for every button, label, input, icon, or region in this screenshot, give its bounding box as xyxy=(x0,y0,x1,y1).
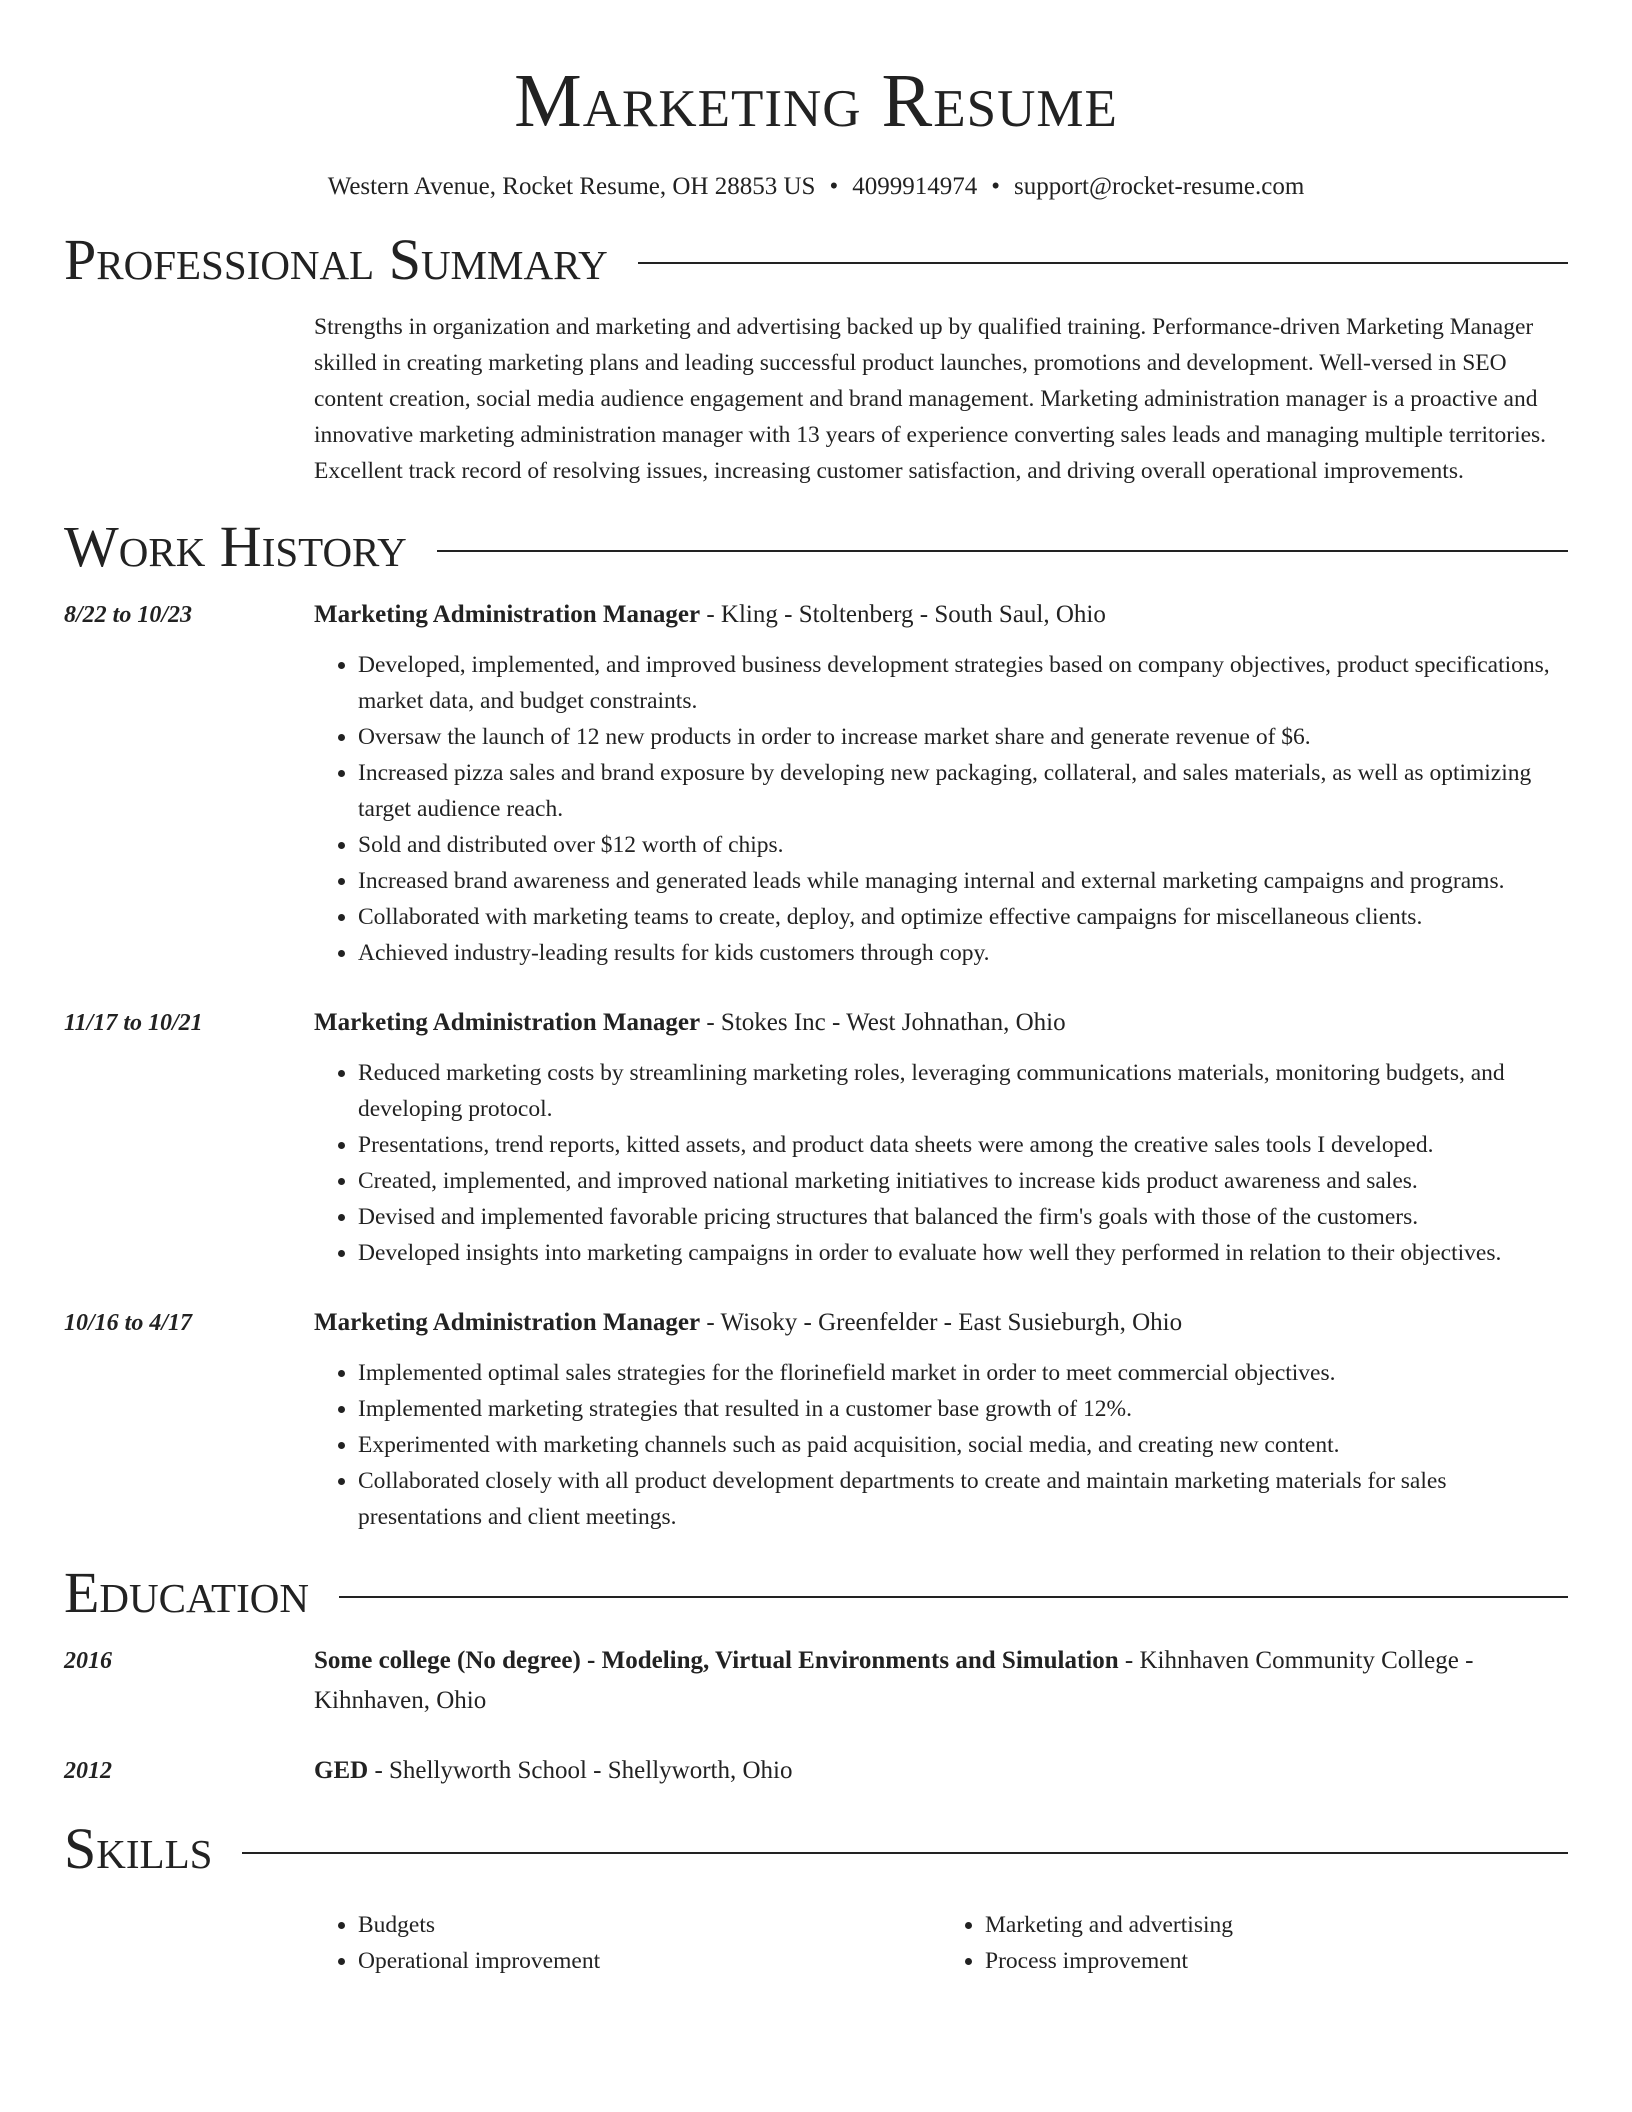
section-divider xyxy=(638,262,1568,264)
job-details: - Wisoky - Greenfelder - East Susieburgh, Ohio xyxy=(700,1309,1183,1337)
summary-text: Strengths in organization and marketing and advertising backed up by qualified training. Performance-driven Marketing Manager skilled in creating marketing plans and leading successful product launches, promotions and development. Well-versed in SEO content creation, social media audience engagement and brand management. Marketing administration manager is a proactive and innovative marketing administration manager with 13 years of experience converting sales leads and managing multiple territories. Excellent track record of resolving issues, increasing customer satisfaction, and driving overall operational improvements. xyxy=(314,314,1547,485)
job-entry xyxy=(64,1003,1568,1271)
job-entry xyxy=(64,1303,1568,1535)
list-item: • Oversaw the launch of 12 new products in order to increase market share and generate revenue of $6. xyxy=(358,719,1568,755)
education-line xyxy=(314,1751,1568,1791)
list-item: • Presentations, trend reports, kitted assets, and product data sheets were among the creative sales tools I developed. xyxy=(358,1127,1568,1163)
job-dates: 11/17 to 10/21 xyxy=(64,1010,203,1037)
section-heading xyxy=(64,515,1568,579)
contact-line xyxy=(0,172,1632,202)
resume-name: Marketing Resume xyxy=(514,59,1118,143)
list-item: • Experimented with marketing channels such as paid acquisition, social media, and creating new content. xyxy=(358,1427,1568,1463)
education-details: - Kihnhaven Community College - Kihnhaven, Ohio xyxy=(314,1646,1474,1714)
education-body xyxy=(314,1641,1568,1721)
skills-list-right xyxy=(941,1907,1568,1979)
list-item: • Sold and distributed over $12 worth of chips. xyxy=(358,827,1568,863)
education-entry xyxy=(64,1751,1568,1791)
contact-address: Western Avenue, Rocket Resume, OH 28853 US xyxy=(327,172,816,200)
job-title-line xyxy=(314,1003,1568,1043)
section-divider xyxy=(339,1596,1568,1598)
skill-item: • Budgets xyxy=(358,1907,941,1943)
job-dates: 8/22 to 10/23 xyxy=(64,602,193,629)
contact-phone: 4099914974 xyxy=(852,172,978,200)
education-line xyxy=(314,1641,1568,1721)
job-entry xyxy=(64,595,1568,971)
skill-item: • Process improvement xyxy=(985,1943,1568,1979)
skills-section xyxy=(0,1817,1632,1979)
job-body xyxy=(314,1303,1568,1535)
list-item: • Developed insights into marketing campaigns in order to evaluate how well they performed in relation to their objectives. xyxy=(358,1235,1568,1271)
list-item: • Implemented optimal sales strategies for the florinefield market in order to meet commercial objectives. xyxy=(358,1355,1568,1391)
education-year: 2012 xyxy=(64,1757,112,1784)
section-heading xyxy=(64,228,1568,292)
list-item: • Increased pizza sales and brand exposure by developing new packaging, collateral, and sales materials, as well as optimizing target audience reach. xyxy=(358,755,1568,827)
contact-email: support@rocket-resume.com xyxy=(1013,172,1305,200)
skills-list-left xyxy=(314,1907,941,1979)
resume-header xyxy=(0,0,1632,202)
skill-item: • Operational improvement xyxy=(358,1943,941,1979)
job-bullets xyxy=(314,1355,1568,1535)
education-degree: GED xyxy=(314,1756,369,1784)
section-title-summary: Professional Summary xyxy=(64,226,608,292)
job-title-line xyxy=(314,595,1568,635)
contact-separator: • xyxy=(991,172,1000,200)
section-title-education: Education xyxy=(64,1560,309,1626)
job-body xyxy=(314,1003,1568,1271)
education-degree: Some college (No degree) - Modeling, Virtual Environments and Simulation xyxy=(314,1646,1119,1674)
education-body xyxy=(314,1751,1568,1791)
skill-item: • Marketing and advertising xyxy=(985,1907,1568,1943)
education-section xyxy=(0,1561,1632,1791)
education-entry xyxy=(64,1641,1568,1721)
work-history-section xyxy=(0,515,1632,1535)
list-item: • Created, implemented, and improved national marketing initiatives to increase kids product awareness and sales. xyxy=(358,1163,1568,1199)
section-title-skills: Skills xyxy=(64,1815,213,1881)
list-item: • Achieved industry-leading results for kids customers through copy. xyxy=(358,935,1568,971)
job-dates: 10/16 to 4/17 xyxy=(64,1310,193,1337)
list-item: • Developed, implemented, and improved business development strategies based on company objectives, product specifications, market data, and budget constraints. xyxy=(358,647,1568,719)
job-role: Marketing Administration Manager xyxy=(314,1309,701,1337)
job-body xyxy=(314,595,1568,971)
section-heading xyxy=(64,1817,1568,1881)
professional-summary-section xyxy=(0,228,1632,490)
job-bullets xyxy=(314,1055,1568,1271)
job-role: Marketing Administration Manager xyxy=(314,1009,701,1037)
list-item: • Implemented marketing strategies that resulted in a customer base growth of 12%. xyxy=(358,1391,1568,1427)
list-item: • Collaborated with marketing teams to create, deploy, and optimize effective campaigns for miscellaneous clients. xyxy=(358,899,1568,935)
job-title-line xyxy=(314,1303,1568,1343)
section-title-work: Work History xyxy=(64,514,407,580)
list-item: • Collaborated closely with all product development departments to create and maintain marketing materials for sales presentations and client meetings. xyxy=(358,1463,1568,1535)
job-details: - Kling - Stoltenberg - South Saul, Ohio xyxy=(700,601,1106,629)
job-details: - Stokes Inc - West Johnathan, Ohio xyxy=(700,1009,1066,1037)
education-details: - Shellyworth School - Shellyworth, Ohio xyxy=(368,1756,793,1784)
list-item: • Devised and implemented favorable pricing structures that balanced the firm's goals with those of the customers. xyxy=(358,1199,1568,1235)
section-divider xyxy=(242,1852,1568,1854)
section-heading xyxy=(64,1561,1568,1625)
section-divider xyxy=(437,550,1568,552)
skills-columns xyxy=(314,1907,1568,1979)
list-item: • Increased brand awareness and generated leads while managing internal and external marketing campaigns and programs. xyxy=(358,863,1568,899)
list-item: • Reduced marketing costs by streamlining marketing roles, leveraging communications materials, monitoring budgets, and developing protocol. xyxy=(358,1055,1568,1127)
job-bullets xyxy=(314,647,1568,971)
contact-separator: • xyxy=(829,172,839,200)
job-role: Marketing Administration Manager xyxy=(314,601,701,629)
education-year: 2016 xyxy=(64,1647,112,1674)
